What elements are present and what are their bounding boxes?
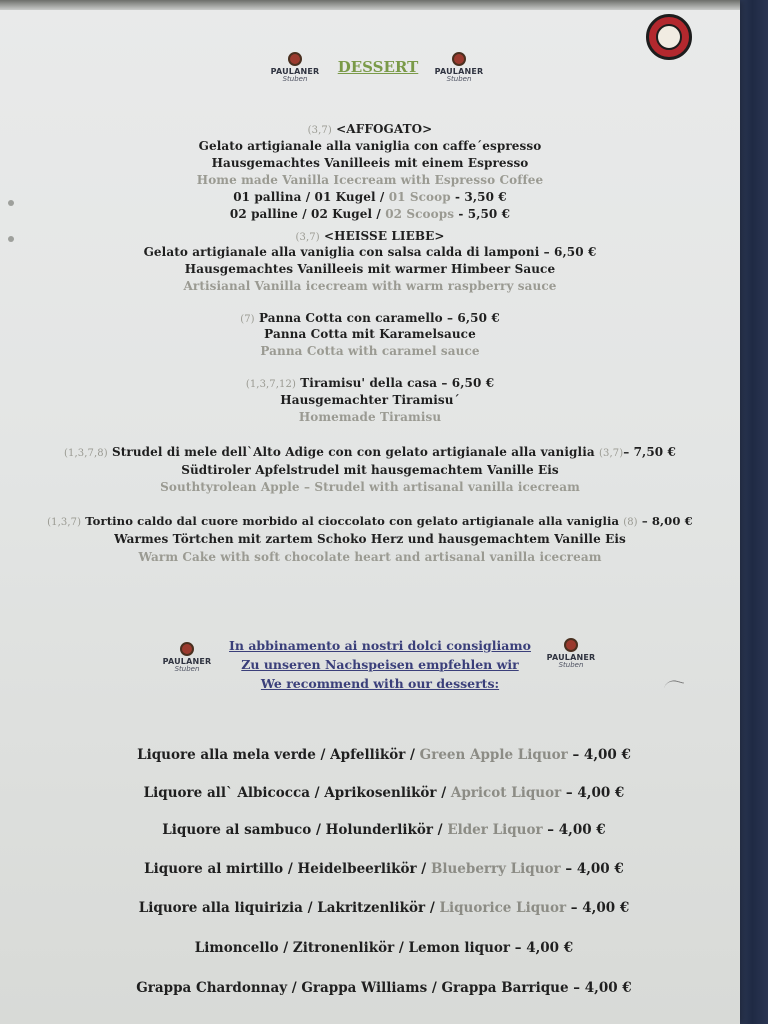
dessert-english: Home made Vanilla Icecream with Espresso Coffee: [196, 173, 544, 187]
dessert-heading: (1,3,7,8) Strudel di mele dell`Alto Adige con con gelato artigianale alla vaniglia (3,7)– 7,50 €: [64, 445, 676, 459]
page-top-shadow: [0, 0, 740, 10]
paulaner-logo: PAULANER Stuben: [424, 52, 494, 83]
monk-emblem-icon: [564, 638, 578, 652]
paulaner-logo: PAULANER Stuben: [152, 642, 222, 673]
paulaner-logo: PAULANER Stuben: [536, 638, 606, 669]
liquor-item: Liquore al mirtillo / Heidelbeerlikör / Blueberry Liquor – 4,00 €: [144, 861, 624, 877]
dessert-price-line: 02 palline / 02 Kugel / 02 Scoops - 5,50 €: [229, 207, 511, 221]
paulaner-seal-icon: [646, 14, 692, 60]
recommend-italian: In abbinamento ai nostri dolci consigliamo: [229, 638, 531, 653]
recommend-german: Zu unseren Nachspeisen empfehlen wir: [241, 657, 519, 672]
dessert-english: Warm Cake with soft chocolate heart and artisanal vanilla icecream: [138, 550, 602, 564]
dessert-german: Warmes Törtchen mit zartem Schoko Herz und hausgemachtem Vanille Eis: [114, 532, 626, 546]
liquor-item: Grappa Chardonnay / Grappa Williams / Grappa Barrique – 4,00 €: [136, 980, 632, 996]
dessert-price-line: 01 pallina / 01 Kugel / 01 Scoop - 3,50 €: [233, 190, 507, 204]
liquor-item: Liquore all` Albicocca / Aprikosenlikör / Apricot Liquor – 4,00 €: [143, 785, 625, 801]
dessert-german: Südtiroler Apfelstrudel mit hausgemachtem Vanille Eis: [181, 463, 559, 477]
recommend-english: We recommend with our desserts:: [260, 676, 500, 691]
monk-emblem-icon: [452, 52, 466, 66]
dessert-german: Hausgemachtes Vanilleeis mit warmer Himbeer Sauce: [184, 262, 556, 276]
dessert-german: Hausgemachter Tiramisu´: [280, 393, 460, 407]
liquor-item: Limoncello / Zitronenlikör / Lemon liquor – 4,00 €: [194, 940, 574, 956]
dessert-english: Southtyrolean Apple – Strudel with artisanal vanilla icecream: [160, 480, 580, 494]
dessert-heading: (1,3,7,12) Tiramisu' della casa – 6,50 €: [245, 376, 495, 390]
dessert-heading: (3,7) <AFFOGATO>: [307, 122, 433, 136]
dessert-english: Homemade Tiramisu: [298, 410, 442, 424]
liquor-item: Liquore al sambuco / Holunderlikör / Elder Liquor – 4,00 €: [162, 822, 606, 838]
dessert-italian: Gelato artigianale alla vaniglia con caffe´espresso: [198, 139, 542, 153]
dessert-heading: (7) Panna Cotta con caramello – 6,50 €: [240, 311, 500, 325]
page-title: DESSERT: [337, 58, 419, 76]
monk-emblem-icon: [288, 52, 302, 66]
dessert-italian: Gelato artigianale alla vaniglia con salsa calda di lamponi – 6,50 €: [143, 245, 597, 259]
liquor-item: Liquore alla mela verde / Apfellikör / Green Apple Liquor – 4,00 €: [137, 747, 631, 763]
dessert-german: Hausgemachtes Vanilleeis mit einem Espresso: [211, 156, 529, 170]
paulaner-logo: PAULANER Stuben: [260, 52, 330, 83]
dessert-english: Artisianal Vanilla icecream with warm raspberry sauce: [183, 279, 557, 293]
liquor-item: Liquore alla liquirizia / Lakritzenlikör / Liquorice Liquor – 4,00 €: [138, 900, 630, 916]
dessert-english: Panna Cotta with caramel sauce: [260, 344, 480, 358]
dessert-heading: (1,3,7) Tortino caldo dal cuore morbido al cioccolato con gelato artigianale alla vaniglia (8) – 8,00 €: [47, 514, 693, 528]
dessert-german: Panna Cotta mit Karamelsauce: [264, 327, 476, 341]
dessert-heading: (3,7) <HEISSE LIEBE>: [295, 229, 445, 243]
